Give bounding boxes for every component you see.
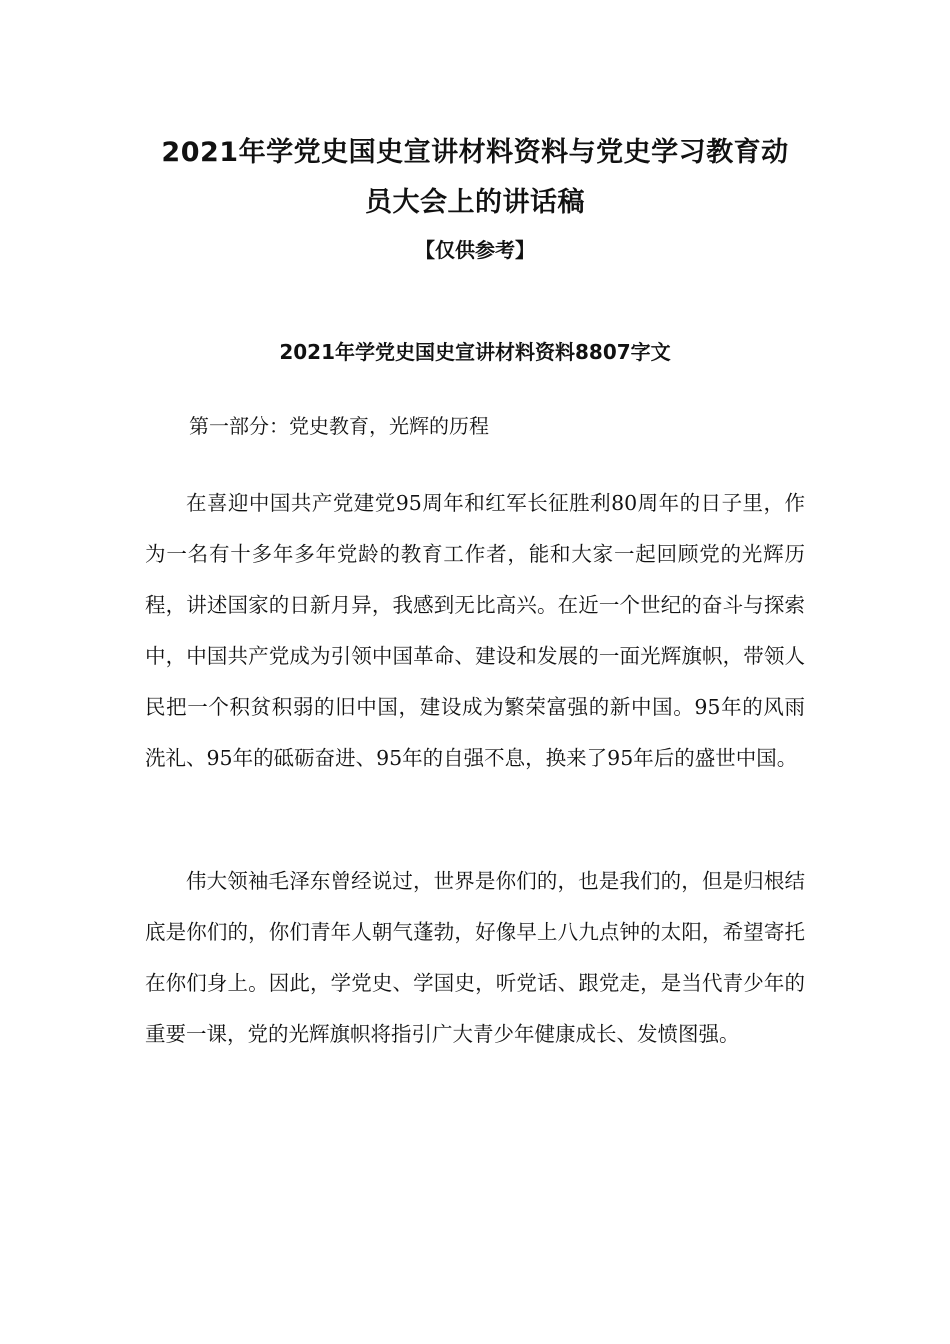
paragraph-1: 在喜迎中国共产党建党95周年和红军长征胜利80周年的日子里，作为一名有十多年多年党龄的教育工作者，能和大家一起回顾党的光辉历程，讲述国家的日新月异，我感到无比高兴。在近一个世纪的奋斗与探索中，中国共产党成为引领中国革命、建设和发展的一面光辉旗帜，带领人民把一个积贫积弱的旧中国，建设成为繁荣富强的新中国。95年的风雨洗礼、95年的砥砺奋进、95年的自强不息，换来了95年后的盛世中国。 [145,491,805,770]
paragraph-2: 伟大领袖毛泽东曾经说过，世界是你们的，也是我们的，但是归根结底是你们的，你们青年人朝气蓬勃，好像早上八九点钟的太阳，希望寄托在你们身上。因此，学党史、学国史，听党话、跟党走，是当代青少年的重要一课，党的光辉旗帜将指引广大青少年健康成长、发愤图强。 [145,869,805,1046]
title-line-2: 员大会上的讲话稿 [365,187,585,218]
section-heading: 第一部分：党史教育，光辉的历程 [189,414,489,438]
reference-note: 【仅供参考】 [415,238,535,262]
title-line-1: 2021年学党史国史宣讲材料资料与党史学习教育动 [161,137,789,168]
document-subtitle: 2021年学党史国史宣讲材料资料8807字文 [279,340,671,364]
document-title [145,128,805,228]
